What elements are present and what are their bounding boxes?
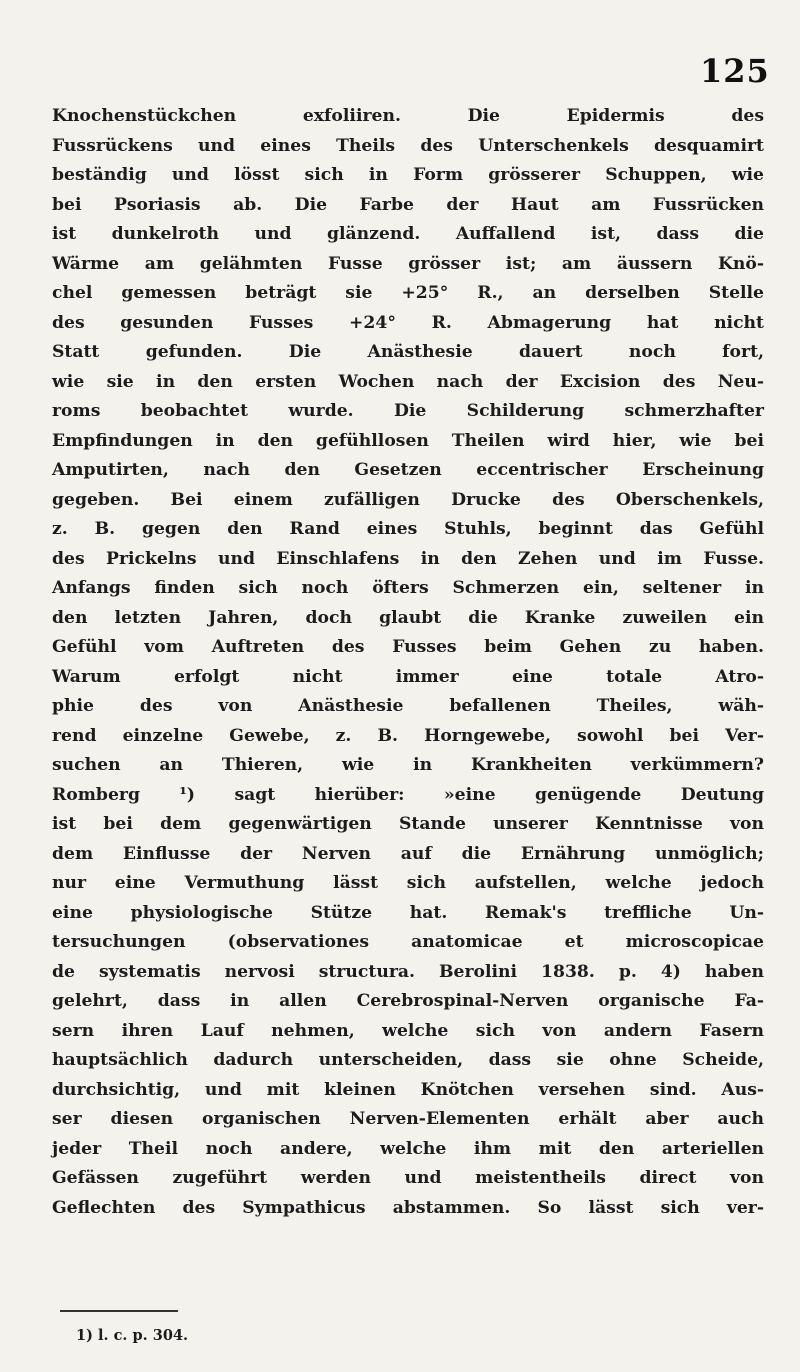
text-line: dem Einflusse der Nerven auf die Ernährung unmöglich;: [52, 843, 764, 864]
text-line: gelehrt, dass in allen Cerebrospinal-Nerven organische Fa-: [52, 991, 764, 1011]
text-line: sern ihren Lauf nehmen, welche sich von andern Fasern: [52, 1020, 764, 1041]
text-line: ist bei dem gegenwärtigen Stande unserer Kenntnisse von: [52, 814, 764, 834]
text-line: jeder Theil noch andere, welche ihm mit den arteriellen: [52, 1138, 764, 1159]
text-line: Warum erfolgt nicht immer eine totale Atro-: [52, 666, 764, 687]
footnote-divider: [60, 1310, 178, 1312]
text-line: ser diesen organischen Nerven-Elementen erhält aber auch: [52, 1109, 764, 1129]
text-line: des gesunden Fusses +24° R. Abmagerung hat nicht: [52, 312, 764, 333]
text-line: bei Psoriasis ab. Die Farbe der Haut am Fussrücken: [52, 194, 764, 215]
text-line: roms beobachtet wurde. Die Schilderung schmerzhafter: [52, 401, 764, 421]
text-line: wie sie in den ersten Wochen nach der Excision des Neu-: [52, 371, 764, 392]
text-line: Statt gefunden. Die Anästhesie dauert noch fort,: [52, 342, 764, 362]
text-line: rend einzelne Gewebe, z. B. Horngewebe, sowohl bei Ver-: [52, 725, 764, 746]
text-line: Knochenstückchen exfoliiren. Die Epidermis des: [52, 106, 764, 126]
body-text: [52, 102, 764, 1223]
text-line: nur eine Vermuthung lässt sich aufstellen, welche jedoch: [52, 873, 764, 893]
page-number: 125: [700, 52, 770, 90]
text-line: Gefässen zugeführt werden und meistentheils direct von: [52, 1168, 764, 1188]
text-line: Romberg ¹) sagt hierüber: »eine genügende Deutung: [52, 784, 764, 805]
text-line: Wärme am gelähmten Fusse grösser ist; am äussern Knö-: [52, 253, 764, 274]
text-line: de systematis nervosi structura. Berolini 1838. p. 4) haben: [52, 961, 764, 982]
text-line: tersuchungen (observationes anatomicae et microscopicae: [52, 932, 764, 952]
text-line: Anfangs finden sich noch öfters Schmerzen ein, seltener in: [52, 578, 764, 598]
text-line: des Prickelns und Einschlafens in den Zehen und im Fusse.: [52, 548, 764, 569]
text-line: Geflechten des Sympathicus abstammen. So lässt sich ver-: [52, 1197, 764, 1218]
footnote: 1) l. c. p. 304.: [76, 1327, 189, 1344]
text-line: gegeben. Bei einem zufälligen Drucke des Oberschenkels,: [52, 489, 764, 510]
text-line: Amputirten, nach den Gesetzen eccentrischer Erscheinung: [52, 460, 764, 480]
text-line: beständig und lösst sich in Form grösserer Schuppen, wie: [52, 165, 764, 185]
text-line: Fussrückens und eines Theils des Unterschenkels desquamirt: [52, 135, 764, 156]
text-line: eine physiologische Stütze hat. Remak's treffliche Un-: [52, 902, 764, 923]
text-line: Gefühl vom Auftreten des Fusses beim Gehen zu haben.: [52, 637, 764, 657]
text-line: suchen an Thieren, wie in Krankheiten verkümmern?: [52, 755, 764, 775]
text-line: chel gemessen beträgt sie +25° R., an derselben Stelle: [52, 283, 764, 303]
text-line: durchsichtig, und mit kleinen Knötchen versehen sind. Aus-: [52, 1079, 764, 1100]
text-line: z. B. gegen den Rand eines Stuhls, beginnt das Gefühl: [52, 519, 764, 539]
text-line: Empfindungen in den gefühllosen Theilen wird hier, wie bei: [52, 430, 764, 451]
text-line: den letzten Jahren, doch glaubt die Kranke zuweilen ein: [52, 607, 764, 628]
text-line: hauptsächlich dadurch unterscheiden, dass sie ohne Scheide,: [52, 1050, 764, 1070]
text-line: phie des von Anästhesie befallenen Theiles, wäh-: [52, 696, 764, 716]
text-line: ist dunkelroth und glänzend. Auffallend ist, dass die: [52, 224, 764, 244]
